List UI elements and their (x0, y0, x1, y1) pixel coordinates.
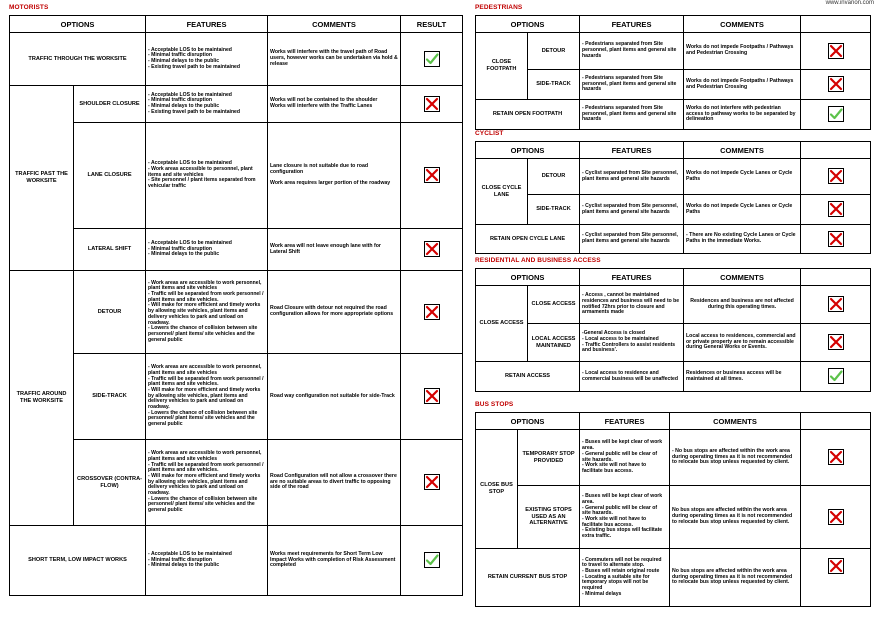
cross-icon (828, 201, 844, 217)
table-row (476, 324, 871, 362)
table-row (476, 225, 871, 254)
comments-cell: Works will interfere with the travel path of Road users, however works can be undertaken via hold & release (268, 33, 401, 86)
group-cell: CLOSE FOOTPATH (476, 33, 528, 100)
table-row (10, 229, 463, 271)
table-row (476, 70, 871, 100)
result-cell (401, 229, 463, 271)
motorists-title: MOTORISTS (9, 4, 49, 11)
option-cell: LANE CLOSURE (74, 123, 146, 229)
table-row (476, 486, 871, 549)
option-cell: EXISTING STOPS USED AS AN ALTERNATIVE (518, 486, 580, 549)
cross-icon (828, 43, 844, 59)
cross-icon (828, 558, 844, 574)
header-comments: COMMENTS (684, 142, 801, 159)
comments-cell: Local access to residences, commercial and or private property are to remain accessible during General Works or Events. (684, 324, 801, 362)
table-row (476, 195, 871, 225)
option-cell: RETAIN OPEN CYCLE LANE (476, 225, 580, 254)
option-cell: RETAIN CURRENT BUS STOP (476, 549, 580, 607)
features-cell: - Pedestrians separated from Site personnel, plant items and general site hazards (580, 70, 684, 100)
table-row (10, 123, 463, 229)
option-cell: DETOUR (74, 271, 146, 354)
table-row (10, 33, 463, 86)
comments-cell: Residences or business access will be maintained at all times. (684, 362, 801, 392)
result-cell (401, 123, 463, 229)
cross-icon (424, 241, 440, 257)
residential-title: RESIDENTIAL AND BUSINESS ACCESS (475, 257, 601, 264)
header-options: OPTIONS (476, 16, 580, 33)
features-cell: - Access , cannot be maintained residences and business will need to be notified 72hrs prior to closure and armaments made (580, 286, 684, 324)
cross-icon (828, 509, 844, 525)
pedestrians-table (475, 15, 871, 130)
cross-icon (424, 474, 440, 490)
comments-cell: Road Closure with detour not required the road configuration allows for more appropriate options (268, 271, 401, 354)
comments-cell: Road Configuration will not allow a crossover there are no suitable areas to divert traffic to opposing side of the road (268, 440, 401, 526)
comments-cell: Works do not impede Footpaths / Pathways and Pedestrian Crossing (684, 33, 801, 70)
cross-icon (424, 167, 440, 183)
bus-stops-table (475, 412, 871, 607)
features-cell: - Acceptable LOS to be maintained - Minimal traffic disruption - Minimal delays to the public (146, 526, 268, 596)
header-result (801, 269, 871, 286)
table-row (10, 440, 463, 526)
cross-icon (828, 231, 844, 247)
pedestrians-title: PEDESTRIANS (475, 4, 523, 11)
cross-icon (828, 76, 844, 92)
option-cell: CLOSE ACCESS (528, 286, 580, 324)
pedestrians-header-row (476, 16, 871, 33)
option-cell: RETAIN OPEN FOOTPATH (476, 100, 580, 130)
header-comments: COMMENTS (268, 16, 401, 33)
comments-cell: Road way configuration not suitable for side-Track (268, 354, 401, 440)
result-cell (801, 549, 871, 607)
option-cell: SIDE-TRACK (74, 354, 146, 440)
option-cell: SIDE-TRACK (528, 70, 580, 100)
comments-cell: Works do not interfere with pedestrian access to pathway works to be separated by delineation (684, 100, 801, 130)
features-cell: - Cyclist separated from Site personnel, plant items and general site hazards (580, 195, 684, 225)
header-options: OPTIONS (476, 413, 580, 430)
option-cell: LOCAL ACCESS MAINTAINED (528, 324, 580, 362)
cross-icon (828, 449, 844, 465)
features-cell: - Work areas are accessible to work personnel, plant items and site vehicles - Traffic will be separated from work personnel / plant items and site vehicles. - Will make for more efficient and timely works by allowing site vehicles, plant items and delivery vehicles to park and unload on roadway. - Lowers the chance of collision between site personnel/ plant items/ site vehicles and the general public (146, 440, 268, 526)
cyclist-table (475, 141, 871, 254)
result-cell (801, 195, 871, 225)
comments-cell: Lane closure is not suitable due to road configuration Work area requires larger portion of the roadway (268, 123, 401, 229)
features-cell: - Commuters will not be required to travel to alternate stop. - Buses will retain original route - Locating a suitable site for temporary stops will not be required - Minimal delays (580, 549, 670, 607)
comments-cell: No bus stops are affected within the work area during operating times as it is not recommended to relocate bus stop unless requested by client. (670, 549, 801, 607)
option-cell: SHOULDER CLOSURE (74, 86, 146, 123)
comments-cell: Works will not be contained to the shoulder Works will interfere with the Traffic Lanes (268, 86, 401, 123)
table-row (476, 549, 871, 607)
header-features: FEATURES (580, 142, 684, 159)
header-result (801, 16, 871, 33)
comments-cell: Residences and business are not affected during this operating times. (684, 286, 801, 324)
table-row (10, 354, 463, 440)
features-cell: - Acceptable LOS to be maintained - Minimal traffic disruption - Minimal delays to the public (146, 229, 268, 271)
checkmark-icon (828, 106, 844, 122)
features-cell: - Buses will be kept clear of work area. - General public will be clear of site hazards. - Work site will not have to facilitate bus access. (580, 430, 670, 486)
watermark: www.invarion.com (825, 0, 874, 6)
cross-icon (828, 334, 844, 350)
result-cell (401, 86, 463, 123)
result-cell (801, 70, 871, 100)
features-cell: - Work areas are accessible to work personnel, plant items and site vehicles - Traffic will be separated from work personnel / plant items and site vehicles. - Will make for more efficient and timely works by allowing site vehicles, plant items and delivery vehicles to park and unload on roadway. - Lowers the chance of collision between site personnel/ plant items/ site vehicles and the general public (146, 354, 268, 440)
header-result (801, 413, 871, 430)
cyclist-title: CYCLIST (475, 130, 504, 137)
features-cell: - Local access to residence and commercial business will be unaffected (580, 362, 684, 392)
header-result (801, 142, 871, 159)
result-cell (801, 100, 871, 130)
header-features: FEATURES (580, 16, 684, 33)
cyclist-header-row (476, 142, 871, 159)
option-cell: TRAFFIC THROUGH THE WORKSITE (10, 33, 146, 86)
checkmark-icon (424, 51, 440, 67)
header-options: OPTIONS (476, 142, 580, 159)
result-cell (801, 225, 871, 254)
features-cell: - Buses will be kept clear of work area. - General public will be clear of site hazards. - Work site will not have to facilitate bus access. - Existing bus stops will facilitate extra traffic. (580, 486, 670, 549)
features-cell: - Pedestrians separated from Site personnel, plant items and general site hazards (580, 100, 684, 130)
header-comments: COMMENTS (670, 413, 801, 430)
cross-icon (424, 388, 440, 404)
features-cell: - Acceptable LOS to be maintained - Work areas accessible to personnel, plant items and site vehicles - Site personnel / plant items separated from vehicular traffic (146, 123, 268, 229)
features-cell: - Cyclist separated from Site personnel, plant items and general site hazards (580, 159, 684, 195)
cross-icon (424, 304, 440, 320)
motorists-header-row (10, 16, 463, 33)
checkmark-icon (424, 552, 440, 568)
option-cell: SHORT TERM, LOW IMPACT WORKS (10, 526, 146, 596)
checkmark-icon (828, 368, 844, 384)
result-cell (401, 33, 463, 86)
option-cell: DETOUR (528, 33, 580, 70)
comments-cell: - No bus stops are affected within the work area during operating times as it is not recommended to relocate bus stop unless requested by client. (670, 430, 801, 486)
residential-header-row (476, 269, 871, 286)
option-cell: SIDE-TRACK (528, 195, 580, 225)
table-row (476, 430, 871, 486)
comments-cell: Works do not impede Cycle Lanes or Cycle Paths (684, 195, 801, 225)
option-cell: CROSSOVER (CONTRA-FLOW) (74, 440, 146, 526)
option-cell: TEMPORARY STOP PROVIDED (518, 430, 580, 486)
option-cell: DETOUR (528, 159, 580, 195)
result-cell (401, 354, 463, 440)
group-cell: CLOSE ACCESS (476, 286, 528, 362)
table-row (476, 286, 871, 324)
option-cell: RETAIN ACCESS (476, 362, 580, 392)
result-cell (801, 159, 871, 195)
comments-cell: Works do not impede Cycle Lanes or Cycle Paths (684, 159, 801, 195)
result-cell (801, 286, 871, 324)
header-features: FEATURES (580, 413, 670, 430)
header-options: OPTIONS (10, 16, 146, 33)
comments-cell: No bus stops are affected within the work area during operating times as it is not recommended to relocate bus stop unless requested by client. (670, 486, 801, 549)
features-cell: - Cyclist separated from Site personnel, plant items and general site hazards (580, 225, 684, 254)
cross-icon (828, 296, 844, 312)
motorists-table (9, 15, 463, 596)
table-row (476, 100, 871, 130)
cross-icon (424, 96, 440, 112)
residential-table (475, 268, 871, 392)
table-row (10, 526, 463, 596)
features-cell: - Work areas are accessible to work personnel, plant items and site vehicles - Traffic will be separated from work personnel / plant items and site vehicles. - Will make for more efficient and timely works by allowing site vehicles, plant items and delivery vehicles to park and unload on roadway. - Lowers the chance of collision between site personnel/ plant items/ site vehicles and the general public (146, 271, 268, 354)
result-cell (801, 486, 871, 549)
comments-cell: - There are No existing Cycle Lanes or Cycle Paths in the immediate Works. (684, 225, 801, 254)
features-cell: -General Access is closed - Local access to be maintained - Traffic Controllers to assist residents and business'. (580, 324, 684, 362)
features-cell: - Pedestrians separated from Site personnel, plant items and general site hazards (580, 33, 684, 70)
header-result: RESULT (401, 16, 463, 33)
comments-cell: Works do not impede Footpaths / Pathways and Pedestrian Crossing (684, 70, 801, 100)
bus-stops-header-row (476, 413, 871, 430)
header-features: FEATURES (580, 269, 684, 286)
features-cell: - Acceptable LOS to be maintained - Minimal traffic disruption - Minimal delays to the public - Existing travel path to be maintained (146, 33, 268, 86)
cross-icon (828, 168, 844, 184)
result-cell (801, 324, 871, 362)
option-cell: LATERAL SHIFT (74, 229, 146, 271)
table-row (476, 33, 871, 70)
result-cell (801, 362, 871, 392)
result-cell (401, 440, 463, 526)
group-cell: CLOSE BUS STOP (476, 430, 518, 549)
group-cell: TRAFFIC AROUND THE WORKSITE (10, 271, 74, 526)
group-cell: TRAFFIC PAST THE WORKSITE (10, 86, 74, 271)
features-cell: - Acceptable LOS to be maintained - Minimal traffic disruption - Minimal delays to the public - Existing travel path to be maintained (146, 86, 268, 123)
result-cell (801, 33, 871, 70)
comments-cell: Works meet requirements for Short Term Low Impact Works with completion of Risk Assessment completed (268, 526, 401, 596)
header-comments: COMMENTS (684, 16, 801, 33)
result-cell (801, 430, 871, 486)
table-row (10, 271, 463, 354)
table-row (10, 86, 463, 123)
comments-cell: Work area will not leave enough lane with for Lateral Shift (268, 229, 401, 271)
bus-stops-title: BUS STOPS (475, 401, 514, 408)
table-row (476, 362, 871, 392)
result-cell (401, 526, 463, 596)
table-row (476, 159, 871, 195)
result-cell (401, 271, 463, 354)
group-cell: CLOSE CYCLE LANE (476, 159, 528, 225)
header-options: OPTIONS (476, 269, 580, 286)
header-features: FEATURES (146, 16, 268, 33)
header-comments: COMMENTS (684, 269, 801, 286)
